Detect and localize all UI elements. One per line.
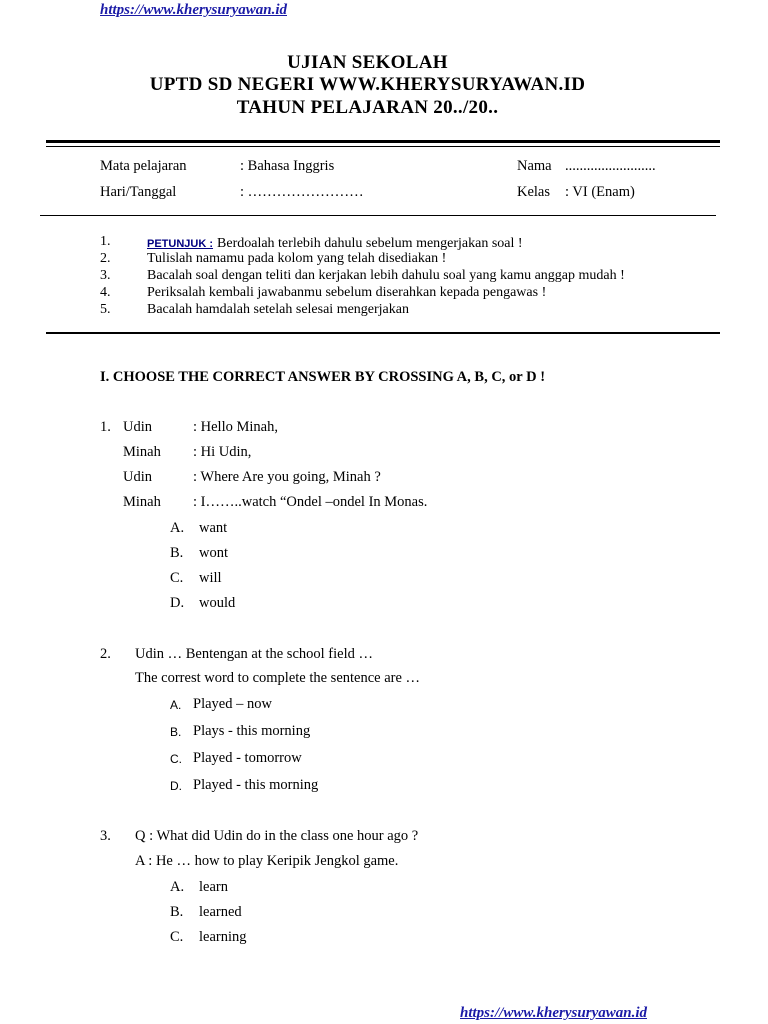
instruction-number: 4. (100, 285, 111, 300)
instruction-item (100, 234, 740, 251)
option-text[interactable]: will (199, 570, 222, 586)
instruction-number: 5. (100, 302, 111, 317)
instruction-number: 2. (100, 251, 111, 266)
option-letter[interactable]: B. (170, 904, 184, 920)
name-field[interactable]: ......................... (565, 158, 656, 174)
date-field[interactable]: : …………………… (240, 184, 364, 200)
instruction-text: Bacalah soal dengan teliti dan kerjakan lebih dahulu soal yang kamu anggap mudah ! (147, 268, 625, 283)
footer-link[interactable]: https://www.kherysuryawan.id (460, 1005, 647, 1021)
exam-title: UJIAN SEKOLAH (287, 52, 448, 73)
section-title: I. CHOOSE THE CORRECT ANSWER BY CROSSING A, B, C, or D ! (100, 369, 546, 385)
date-label: Hari/Tanggal (100, 184, 177, 200)
option-text[interactable]: would (199, 595, 236, 611)
subject-label: Mata pelajaran (100, 158, 187, 174)
option-letter[interactable]: A. (170, 879, 185, 895)
dialogue-line: : Hello Minah, (193, 419, 278, 435)
question-text: Udin … Bentengan at the school field … (135, 646, 373, 662)
option-letter[interactable]: B. (170, 725, 182, 739)
option-letter[interactable]: C. (170, 752, 182, 766)
option-letter[interactable]: C. (170, 929, 184, 945)
option-letter[interactable]: A. (170, 698, 182, 712)
question-number: 3. (100, 828, 111, 844)
instruction-text: Tulislah namamu pada kolom yang telah disediakan ! (147, 251, 447, 266)
school-name: UPTD SD NEGERI WWW.KHERYSURYAWAN.ID (149, 74, 586, 95)
option-letter[interactable]: B. (170, 545, 184, 561)
option-text[interactable]: Played – now (193, 696, 272, 712)
option-letter[interactable]: A. (170, 520, 185, 536)
dialogue-line: : Hi Udin, (193, 444, 252, 460)
question-text: A : He … how to play Keripik Jengkol game. (135, 853, 399, 869)
dialogue-line: : Where Are you going, Minah ? (193, 469, 381, 485)
question-number: 2. (100, 646, 111, 662)
option-text[interactable]: Played - this morning (193, 777, 319, 793)
option-text[interactable]: learn (199, 879, 228, 895)
header-link[interactable]: https://www.kherysuryawan.id (100, 2, 287, 18)
instruction-text: Berdoalah terlebih dahulu sebelum mengerjakan soal ! (217, 236, 523, 251)
subject-value: : Bahasa Inggris (240, 158, 335, 174)
question-text: Q : What did Udin do in the class one hour ago ? (135, 828, 419, 844)
instructions-divider (46, 332, 720, 334)
option-text[interactable]: Plays - this morning (193, 723, 311, 739)
option-text[interactable]: Played - tomorrow (193, 750, 302, 766)
option-text[interactable]: want (199, 520, 228, 536)
dialogue-speaker: Minah (123, 494, 161, 510)
option-text[interactable]: wont (199, 545, 228, 561)
dialogue-line: : I……..watch “Ondel –ondel In Monas. (193, 494, 428, 510)
question-text: The correst word to complete the sentence are … (135, 670, 421, 686)
instructions-label: PETUNJUK : (147, 238, 214, 250)
instructions-list (100, 234, 740, 319)
instruction-text: Periksalah kembali jawabanmu sebelum diserahkan kepada pengawas ! (147, 285, 547, 300)
title-divider-thin (46, 146, 720, 147)
instruction-item (100, 302, 740, 319)
option-text[interactable]: learning (199, 929, 247, 945)
option-letter[interactable]: C. (170, 570, 184, 586)
title-divider-thick (46, 140, 720, 143)
instruction-text: Bacalah hamdalah setelah selesai mengerjakan (147, 302, 409, 317)
dialogue-speaker: Udin (123, 469, 152, 485)
option-text[interactable]: learned (199, 904, 242, 920)
question-number: 1. (100, 419, 111, 435)
class-label: Kelas (517, 184, 551, 200)
dialogue-speaker: Udin (123, 419, 152, 435)
instruction-item (100, 285, 740, 302)
class-value: : VI (Enam) (565, 184, 635, 200)
school-year: TAHUN PELAJARAN 20../20.. (236, 97, 499, 118)
instruction-number: 1. (100, 234, 111, 249)
name-label: Nama (517, 158, 552, 174)
instruction-number: 3. (100, 268, 111, 283)
option-letter[interactable]: D. (170, 779, 182, 793)
instruction-item (100, 268, 740, 285)
option-letter[interactable]: D. (170, 595, 185, 611)
dialogue-speaker: Minah (123, 444, 161, 460)
instruction-item (100, 251, 740, 268)
info-divider (40, 215, 716, 216)
